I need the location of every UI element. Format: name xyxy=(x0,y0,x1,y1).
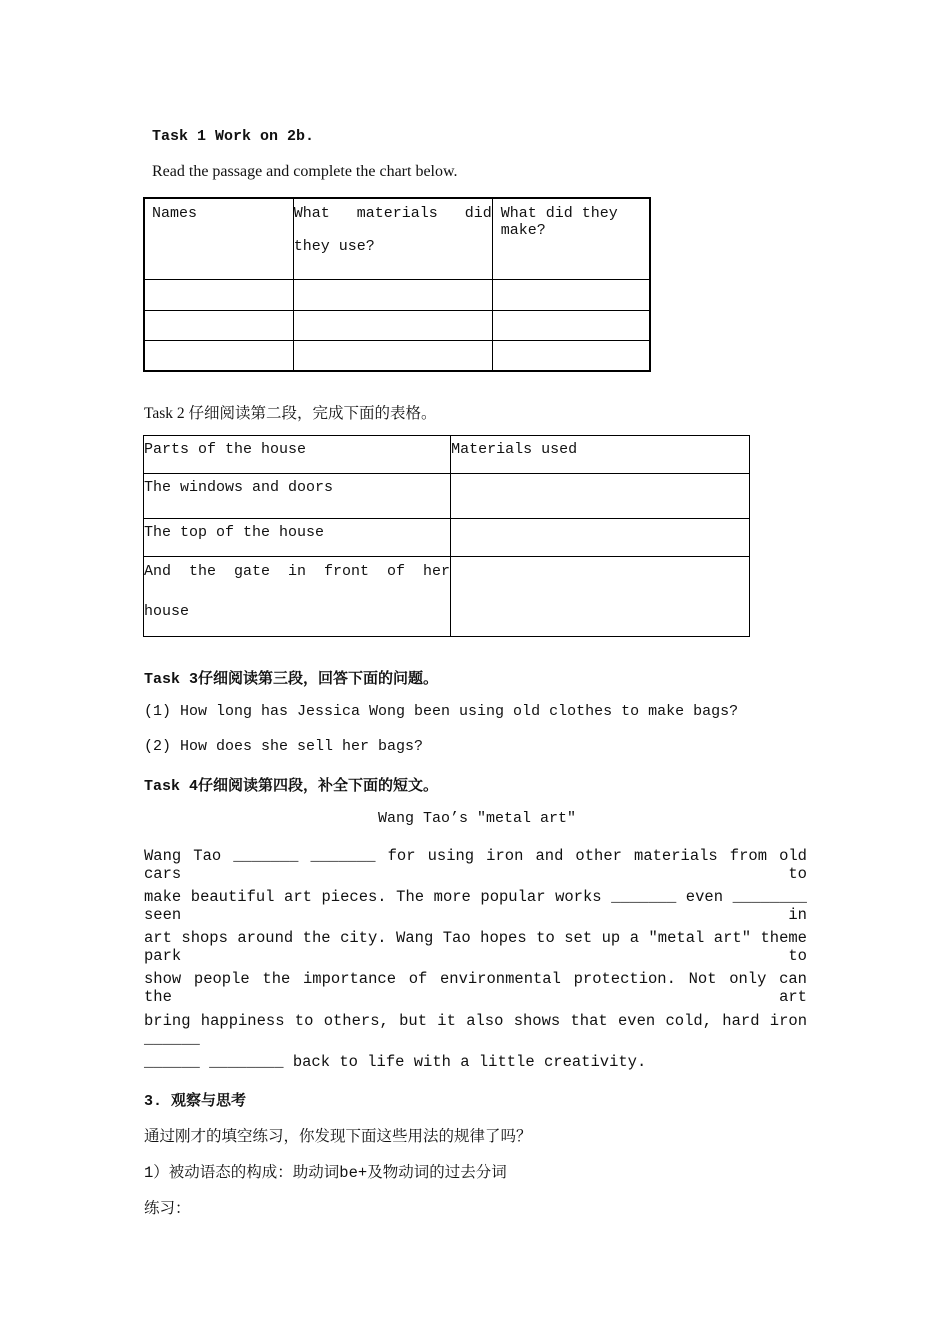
answer-cell[interactable] xyxy=(451,474,750,519)
passage-line: make beautiful art pieces. The more popular works _______ even ________ seen in xyxy=(144,888,807,924)
row-gate: And the gate in front of her house xyxy=(144,557,451,637)
answer-cell[interactable] xyxy=(451,557,750,637)
passage-line: art shops around the city. Wang Tao hopes to set up a "metal art" theme park to xyxy=(144,929,807,965)
task2-table xyxy=(143,435,750,637)
cell[interactable] xyxy=(293,340,492,371)
task3-q2: (2) How does she sell her bags? xyxy=(144,738,424,755)
task1-heading: Task 1 Work on 2b. xyxy=(152,128,315,145)
answer-cell[interactable] xyxy=(451,519,750,557)
cell[interactable] xyxy=(293,279,492,310)
passage-line: ______ ________ back to life with a little creativity. xyxy=(144,1053,647,1071)
cell[interactable] xyxy=(144,310,293,340)
task2-heading: Task 2 仔细阅读第二段，完成下面的表格。 xyxy=(144,405,437,422)
cell[interactable] xyxy=(492,340,650,371)
row-windows-doors: The windows and doors xyxy=(144,474,451,519)
passage-title: Wang Tao’s "metal art" xyxy=(378,810,577,827)
section3-rule: 1）被动语态的构成：助动词be+及物动词的过去分词 xyxy=(144,1164,507,1182)
cell[interactable] xyxy=(492,310,650,340)
cell[interactable] xyxy=(144,340,293,371)
section3-paragraph: 通过刚才的填空练习，你发现下面这些用法的规律了吗？ xyxy=(144,1128,532,1146)
header-parts: Parts of the house xyxy=(144,436,451,474)
header-made: What did they make? xyxy=(492,198,650,279)
passage-line: bring happiness to others, but it also shows that even cold, hard iron ______ xyxy=(144,1012,807,1048)
task4-heading: Task 4仔细阅读第四段，补全下面的短文。 xyxy=(144,778,439,795)
task3-heading: Task 3仔细阅读第三段，回答下面的问题。 xyxy=(144,671,439,688)
task3-q1: (1) How long has Jessica Wong been using old clothes to make bags? xyxy=(144,703,739,720)
task1-instruction: Read the passage and complete the chart below. xyxy=(152,163,458,180)
task1-chart xyxy=(143,197,651,372)
cell[interactable] xyxy=(144,279,293,310)
cell[interactable] xyxy=(492,279,650,310)
header-materials-used: Materials used xyxy=(451,436,750,474)
cell[interactable] xyxy=(293,310,492,340)
passage-line: Wang Tao _______ _______ for using iron and other materials from old cars to xyxy=(144,847,807,883)
header-names: Names xyxy=(144,198,293,279)
section3-practice: 练习： xyxy=(144,1200,191,1218)
section3-heading: 3. 观察与思考 xyxy=(144,1093,247,1110)
header-materials: What materials did they use? xyxy=(293,198,492,279)
row-top-house: The top of the house xyxy=(144,519,451,557)
passage-line: show people the importance of environmental protection. Not only can the art xyxy=(144,970,807,1006)
